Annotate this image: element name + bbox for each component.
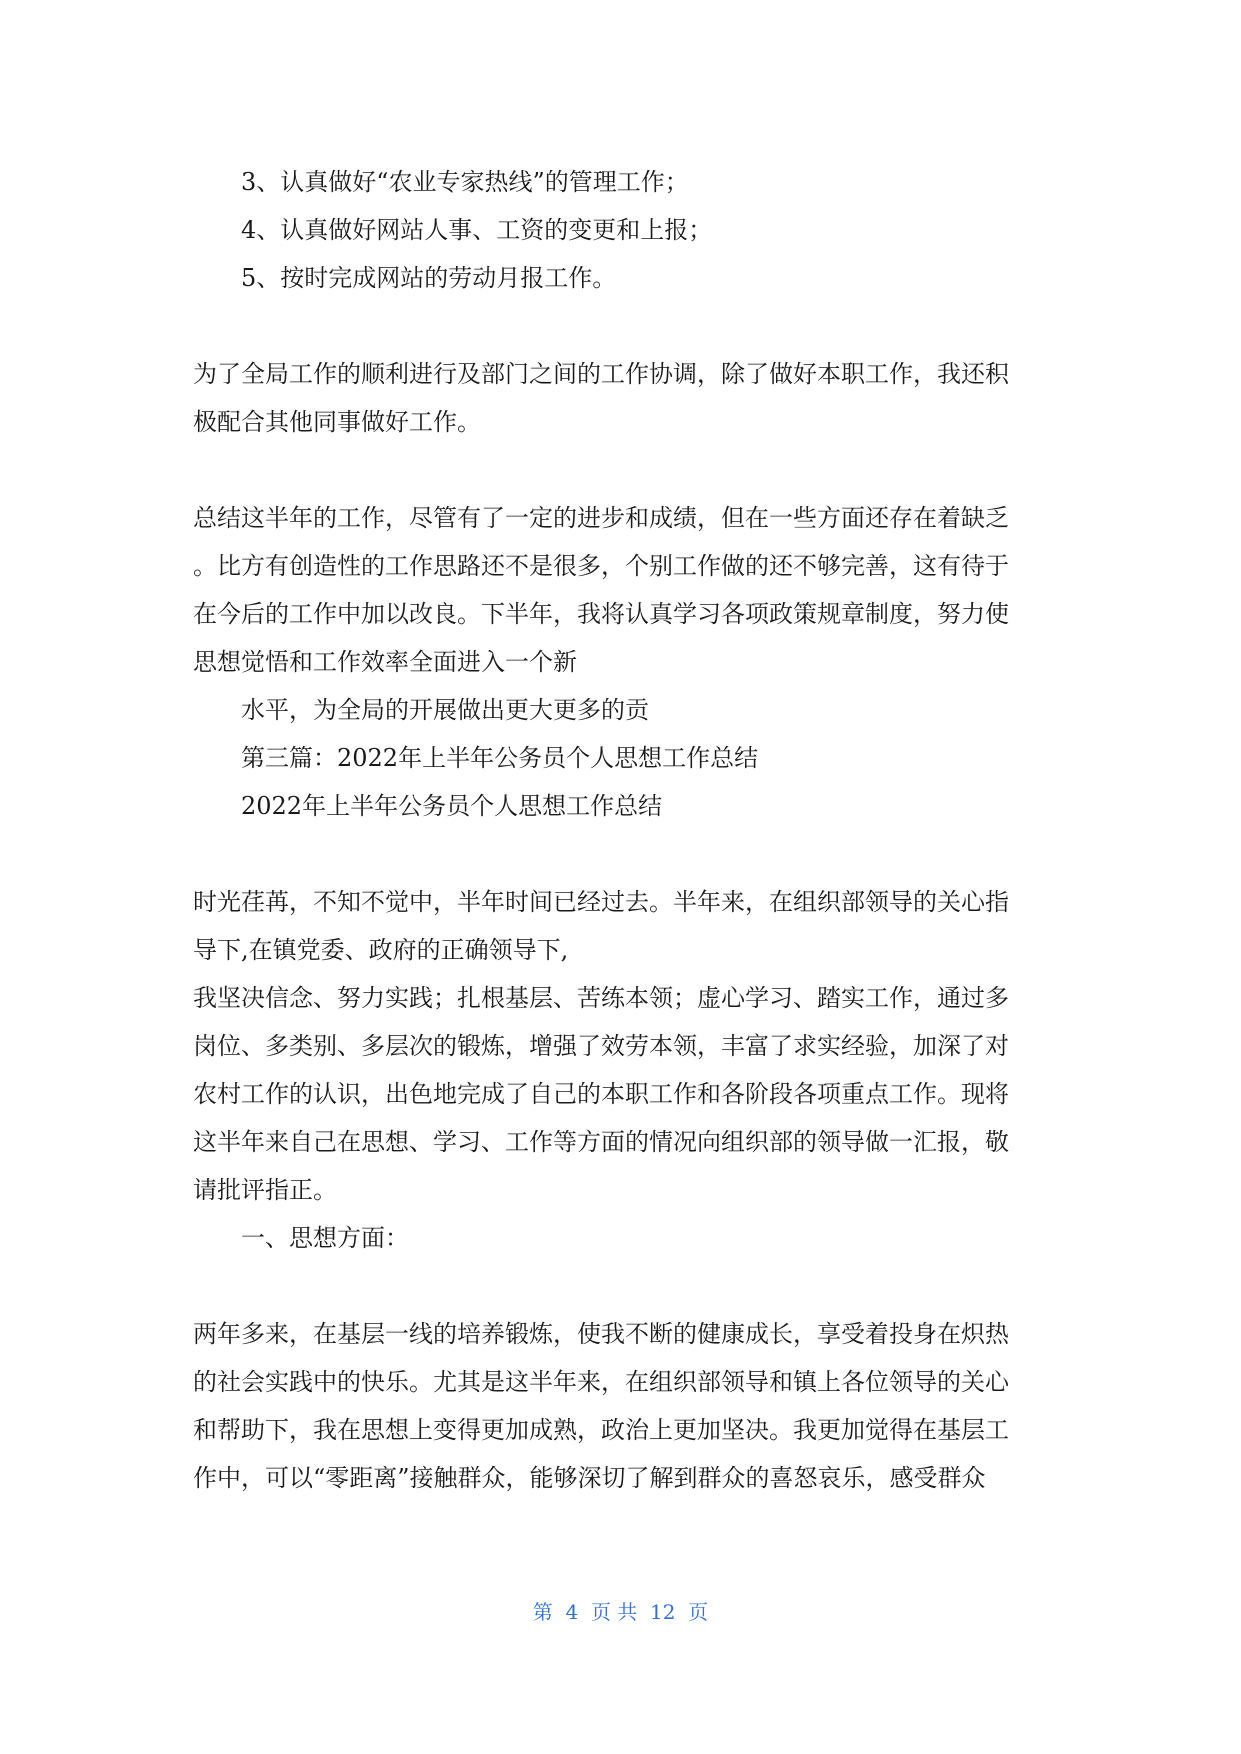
- paragraph-line: 的社会实践中的快乐。尤其是这半年来，在组织部领导和镇上各位领导的关心: [193, 1368, 1009, 1396]
- paragraph-line: 作中，可以“零距离”接触群众，能够深切了解到群众的喜怒哀乐，感受群众: [193, 1464, 986, 1492]
- paragraph-line: 。比方有创造性的工作思路还不是很多，个别工作做的还不够完善，这有待于: [193, 552, 1009, 580]
- paragraph-line: 水平，为全局的开展做出更大更多的贡: [241, 696, 649, 724]
- paragraph-line: 两年多来，在基层一线的培养锻炼，使我不断的健康成长，享受着投身在炽热: [193, 1320, 1009, 1348]
- paragraph-line: 请批评指正。: [193, 1176, 337, 1204]
- section-title: 2022年上半年公务员个人思想工作总结: [241, 792, 663, 820]
- paragraph-line: 思想觉悟和工作效率全面进入一个新: [193, 648, 577, 676]
- list-item-4: 4、认真做好网站人事、工资的变更和上报；: [241, 216, 713, 244]
- paragraph-line: 农村工作的认识，出色地完成了自己的本职工作和各阶段各项重点工作。现将: [193, 1080, 1009, 1108]
- subsection-heading: 一、思想方面：: [241, 1224, 409, 1252]
- paragraph-line: 总结这半年的工作，尽管有了一定的进步和成绩，但在一些方面还存在着缺乏: [193, 504, 1009, 532]
- paragraph-line: 岗位、多类别、多层次的锻炼，增强了效劳本领，丰富了求实经验，加深了对: [193, 1032, 1009, 1060]
- paragraph-line: 我坚决信念、努力实践；扎根基层、苦练本领；虚心学习、踏实工作，通过多: [193, 984, 1009, 1012]
- paragraph-line: 在今后的工作中加以改良。下半年，我将认真学习各项政策规章制度，努力使: [193, 600, 1009, 628]
- paragraph-line: 为了全局工作的顺利进行及部门之间的工作协调，除了做好本职工作，我还积: [193, 360, 1009, 388]
- paragraph-line: 时光荏苒，不知不觉中，半年时间已经过去。半年来，在组织部领导的关心指: [193, 888, 1009, 916]
- page-number-footer: 第 4 页 共 12 页: [532, 1600, 709, 1624]
- paragraph-line: 导下,在镇党委、政府的正确领导下,: [193, 936, 569, 964]
- paragraph-line: 和帮助下，我在思想上变得更加成熟，政治上更加坚决。我更加觉得在基层工: [193, 1416, 1009, 1444]
- list-item-3: 3、认真做好“农业专家热线”的管理工作；: [241, 168, 689, 196]
- section-heading: 第三篇：2022年上半年公务员个人思想工作总结: [241, 744, 759, 772]
- paragraph-line: 极配合其他同事做好工作。: [193, 408, 481, 436]
- paragraph-line: 这半年来自己在思想、学习、工作等方面的情况向组织部的领导做一汇报，敬: [193, 1128, 1009, 1156]
- list-item-5: 5、按时完成网站的劳动月报工作。: [241, 264, 617, 292]
